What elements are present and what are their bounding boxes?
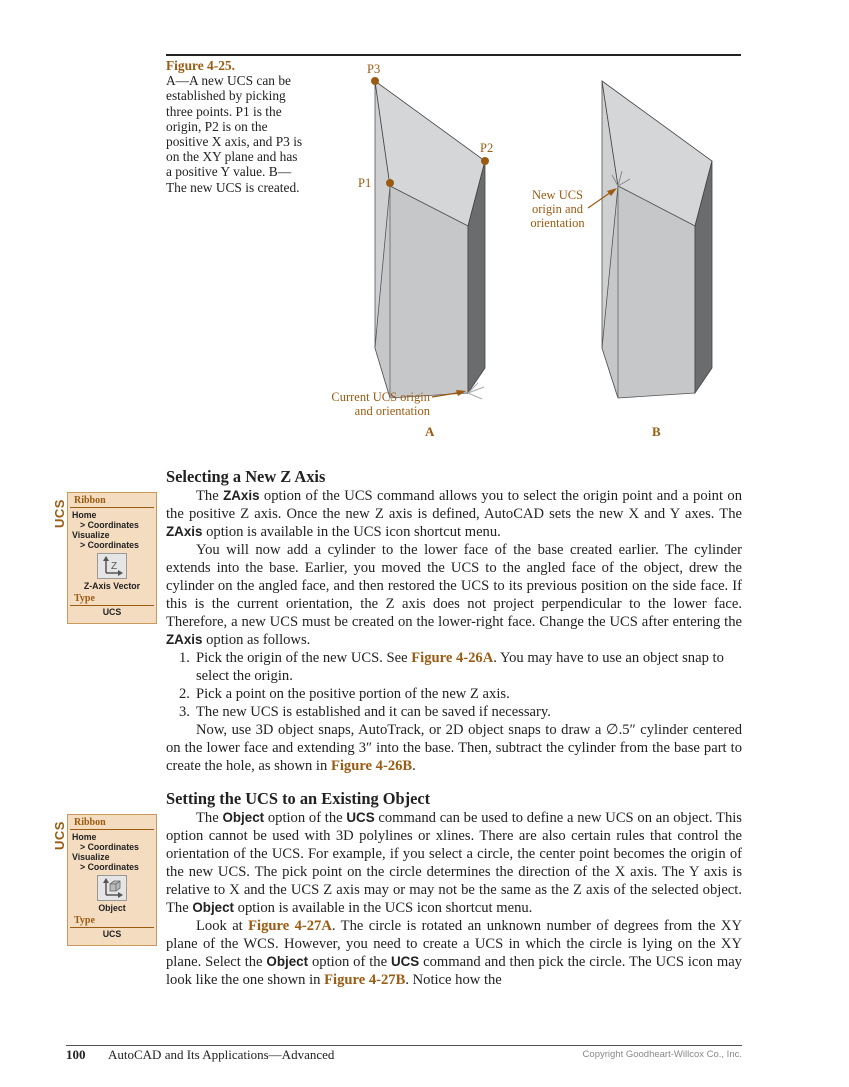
section-heading: Setting the UCS to an Existing Object bbox=[166, 789, 431, 808]
figure-link[interactable]: Figure 4-26B bbox=[330, 758, 413, 774]
paragraph: The Object option of the UCS command can be used to define a new UCS on an object. This option cannot be used with 3D polylines or xlines. There are also certain rules that control the orientation of the UCS. For example, if you select a circle, the center point becomes the origin of the new UCS. The pick point on the circle determines the direction of the X axis. The Y axis is relative to X and the UCS Z axis may or may not be the same as the Z axis of the selected object. The Object option is available in the UCS icon shortcut menu. bbox=[166, 810, 742, 916]
list-item: 1. Pick the origin of the new UCS. See Figure 4-26A. You may have to use an object snap to select the origin. bbox=[179, 650, 724, 684]
solid-a bbox=[371, 77, 489, 399]
z-axis-vector-icon[interactable] bbox=[97, 553, 127, 579]
command-tag: UCS bbox=[52, 821, 67, 851]
type-value: UCS bbox=[102, 929, 122, 939]
point-p3 bbox=[371, 77, 379, 85]
icon-label: Z-Axis Vector bbox=[83, 581, 141, 591]
label-part-b: B bbox=[652, 424, 661, 439]
paragraph: Now, use 3D object snaps, AutoTrack, or 2D object snaps to draw a ∅.5″ cylinder centered on the lower face and extending 3″ into the base. Then, subtract the cylinder from the base part to create the hole, as shown in Figure 4-26B. bbox=[166, 722, 742, 774]
label-new-ucs: New UCS origin and orientation bbox=[530, 188, 585, 230]
top-rule bbox=[166, 54, 741, 56]
book-title: AutoCAD and Its Applications—Advanced bbox=[108, 1047, 335, 1062]
ribbon-label: Ribbon bbox=[70, 493, 154, 508]
figure-caption-text: A—A new UCS can be established by picking three points. P1 is the origin, P2 is on the positive X axis, and P3 is on the XY plane and has a positive Y value. B—The new UCS is created. bbox=[166, 73, 303, 195]
page-footer bbox=[66, 1047, 742, 1063]
type-label: Type bbox=[70, 591, 154, 606]
point-p1 bbox=[386, 179, 394, 187]
list-item: 3. The new UCS is established and it can be saved if necessary. bbox=[179, 704, 551, 720]
steps-list bbox=[166, 649, 742, 721]
icon-label: Object bbox=[98, 903, 126, 913]
svg-text:Z: Z bbox=[111, 561, 118, 572]
type-value: UCS bbox=[102, 607, 122, 617]
paragraph: Look at Figure 4-27A. The circle is rotated an unknown number of degrees from the XY plane of the WCS. However, you need to create a UCS in which the circle is lying on the XY plane. Select the Object option of the UCS command and then pick the circle. The UCS icon may look like the one shown in Figure 4-27B. Notice how the bbox=[166, 918, 742, 988]
figure-link[interactable]: Figure 4-27B bbox=[324, 972, 406, 988]
figure-4-25 bbox=[300, 58, 750, 448]
figure-link[interactable]: Figure 4-27A bbox=[248, 918, 332, 934]
paragraph: The ZAxis option of the UCS command allows you to select the origin point and a point on the positive Z axis. Once the new Z axis is defined, AutoCAD sets the new X and Y axes. The ZAxis option is available in the UCS icon shortcut menu. bbox=[166, 488, 742, 540]
list-item: 2. Pick a point on the positive portion of the new Z axis. bbox=[179, 686, 510, 702]
command-box bbox=[67, 492, 157, 624]
command-sidebar-object bbox=[52, 814, 160, 954]
figure-link[interactable]: Figure 4-26A bbox=[411, 650, 494, 666]
section-new-z-axis bbox=[166, 467, 742, 775]
paragraph: You will now add a cylinder to the lower face of the base created earlier. The cylinder extends into the base. Earlier, you moved the UCS to the angled face of the object, drew the cylinder on the angled face, and then restored the UCS to its previous position on the side face. If this is the current orientation, the Z axis does not project perpendicular to the lower face. Therefore, a new UCS must be created on the lower-right face. Change the UCS after entering the ZAxis option as follows. bbox=[166, 542, 742, 648]
object-ucs-icon[interactable] bbox=[97, 875, 127, 901]
ribbon-path: Home > Coordinates Visualize > Coordinates bbox=[72, 510, 139, 550]
figure-caption bbox=[166, 58, 306, 195]
label-part-a: A bbox=[425, 424, 435, 439]
section-heading: Selecting a New Z Axis bbox=[166, 467, 326, 486]
copyright: Copyright Goodheart-Willcox Co., Inc. bbox=[582, 1049, 742, 1060]
command-tag: UCS bbox=[52, 499, 67, 529]
command-box bbox=[67, 814, 157, 946]
ribbon-path: Home > Coordinates Visualize > Coordinates bbox=[72, 832, 139, 872]
label-p2: P2 bbox=[480, 141, 494, 155]
figure-title: Figure 4-25. bbox=[166, 58, 235, 73]
solid-b bbox=[588, 81, 712, 398]
type-label: Type bbox=[70, 913, 154, 928]
footer-rule bbox=[66, 1045, 742, 1046]
command-sidebar-zaxis bbox=[52, 492, 160, 632]
section-existing-object bbox=[166, 789, 742, 989]
label-current-ucs: Current UCS origin and orientation bbox=[331, 390, 430, 418]
label-p3: P3 bbox=[367, 62, 381, 76]
point-p2 bbox=[481, 157, 489, 165]
ribbon-label: Ribbon bbox=[70, 815, 154, 830]
page-number: 100 bbox=[66, 1047, 86, 1062]
label-p1: P1 bbox=[358, 176, 372, 190]
